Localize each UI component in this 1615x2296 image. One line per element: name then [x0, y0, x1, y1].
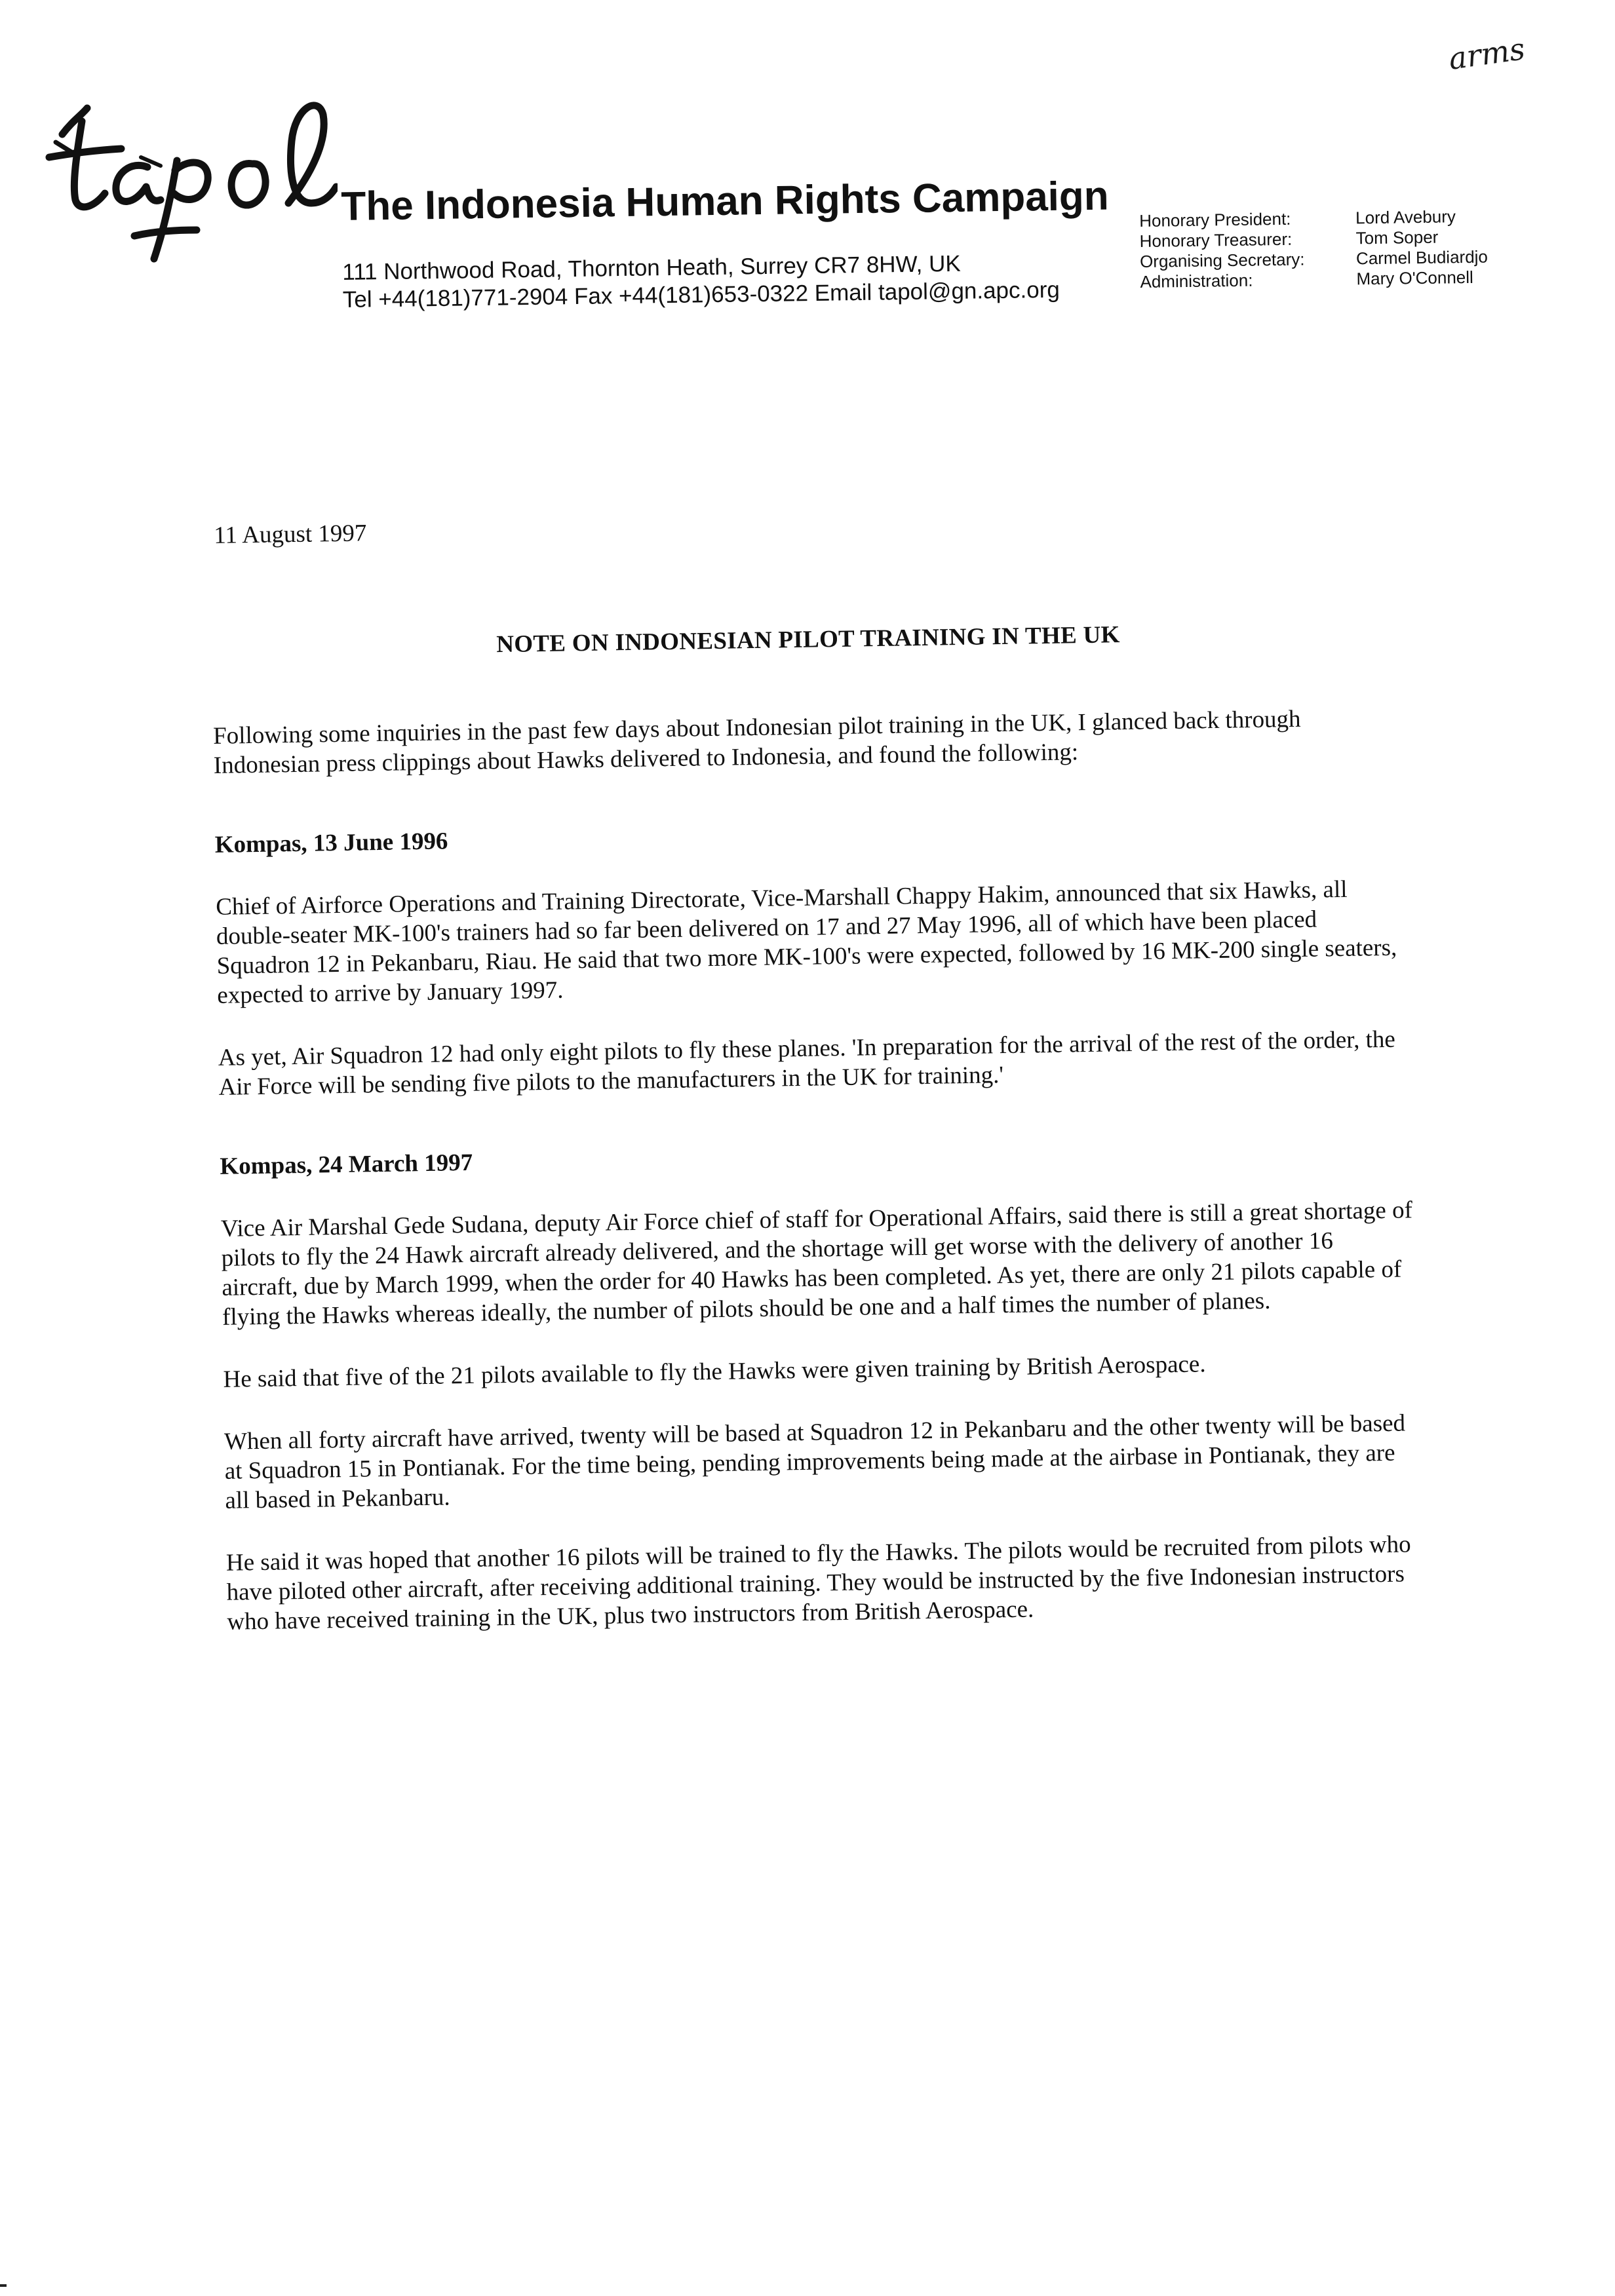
paragraph: He said it was hoped that another 16 pilots will be trained to fly the Hawks. The pilots would be recruited from pilots who have piloted other aircraft, after receiving additional training. They would be instructed by the five Indonesian instructors who have received training in the UK, plus two instructors from British Aerospace.: [225, 1531, 1411, 1636]
handwritten-annotation: arms: [1446, 31, 1527, 77]
officer-role: Administration:: [1140, 270, 1253, 292]
paragraph: He said that five of the 21 pilots available to fly the Hawks were given training by British Aerospace.: [223, 1350, 1206, 1393]
section-heading: Kompas, 13 June 1996: [214, 828, 448, 858]
section-kompas-1996: [214, 811, 1411, 1102]
officer-role: Honorary Treasurer:: [1139, 229, 1293, 251]
officer-name: Mary O'Connell: [1356, 267, 1474, 289]
contact-line: Tel +44(181)771-2904 Fax +44(181)653-0322 Email tapol@gn.apc.org: [342, 277, 1060, 313]
address-line: 111 Northwood Road, Thornton Heath, Surrey CR7 8HW, UK: [342, 250, 961, 285]
paragraph: Chief of Airforce Operations and Training Directorate, Vice-Marshall Chappy Hakim, announced that six Hawks, all double-seater MK-100's trainers had so far been delivered on 17 and 27 May 1996, all of which have been placed Squadron 12 in Pekanbaru, Riau. He said that two more MK-100's were expected, followed by 16 MK-200 single seaters, expected to arrive by January 1997.: [215, 875, 1397, 1009]
scan-edge-mark: [0, 2284, 7, 2287]
paragraph: As yet, Air Squadron 12 had only eight pilots to fly these planes. 'In preparation for the arrival of the rest of the order, the Air Force will be sending five pilots to the manufacturers in the UK for training.': [218, 1025, 1396, 1101]
section-kompas-1997: [220, 1133, 1420, 1636]
officers-list: [1139, 206, 1489, 292]
section-heading: Kompas, 24 March 1997: [220, 1149, 473, 1180]
intro-paragraph: Following some inquiries in the past few days about Indonesian pilot training in the UK, I glanced back through Indonesian press clippings about Hawks delivered to Indonesia, and found the following:: [212, 705, 1301, 779]
org-name: The Indonesia Human Rights Campaign: [341, 173, 1110, 229]
paragraph: Vice Air Marshal Gede Sudana, deputy Air Force chief of staff for Operational Affairs, said there is still a great shortage of pilots to fly the 24 Hawk aircraft already delivered, and the shortage will get worse with the delivery of another 16 aircraft, due by March 1999, when the order for 40 Hawks has been completed. As yet, there are only 21 pilots capable of flying the Hawks whereas ideally, the number of pilots should be one and a half times the number of planes.: [220, 1196, 1413, 1331]
officer-role: Honorary President:: [1139, 208, 1291, 231]
officer-name: Tom Soper: [1355, 227, 1439, 248]
officer-row: [1140, 267, 1488, 292]
letter-date: 11 August 1997: [214, 520, 367, 549]
officer-role: Organising Secretary:: [1139, 249, 1305, 271]
letter-title: NOTE ON INDONESIAN PILOT TRAINING IN THE UK: [496, 621, 1120, 659]
paragraph: When all forty aircraft have arrived, twenty will be based at Squadron 12 in Pekanbaru and the other twenty will be based at Squadron 15 in Pontianak. For the time being, pending improvements being made at the airbase in Pontianak, they are all based in Pekanbaru.: [224, 1409, 1406, 1514]
letter-body: [210, 502, 1420, 1669]
officer-name: Lord Avebury: [1355, 206, 1456, 228]
tapol-logo: [36, 95, 338, 265]
officer-name: Carmel Budiardjo: [1355, 246, 1489, 269]
org-address: [342, 249, 1060, 314]
